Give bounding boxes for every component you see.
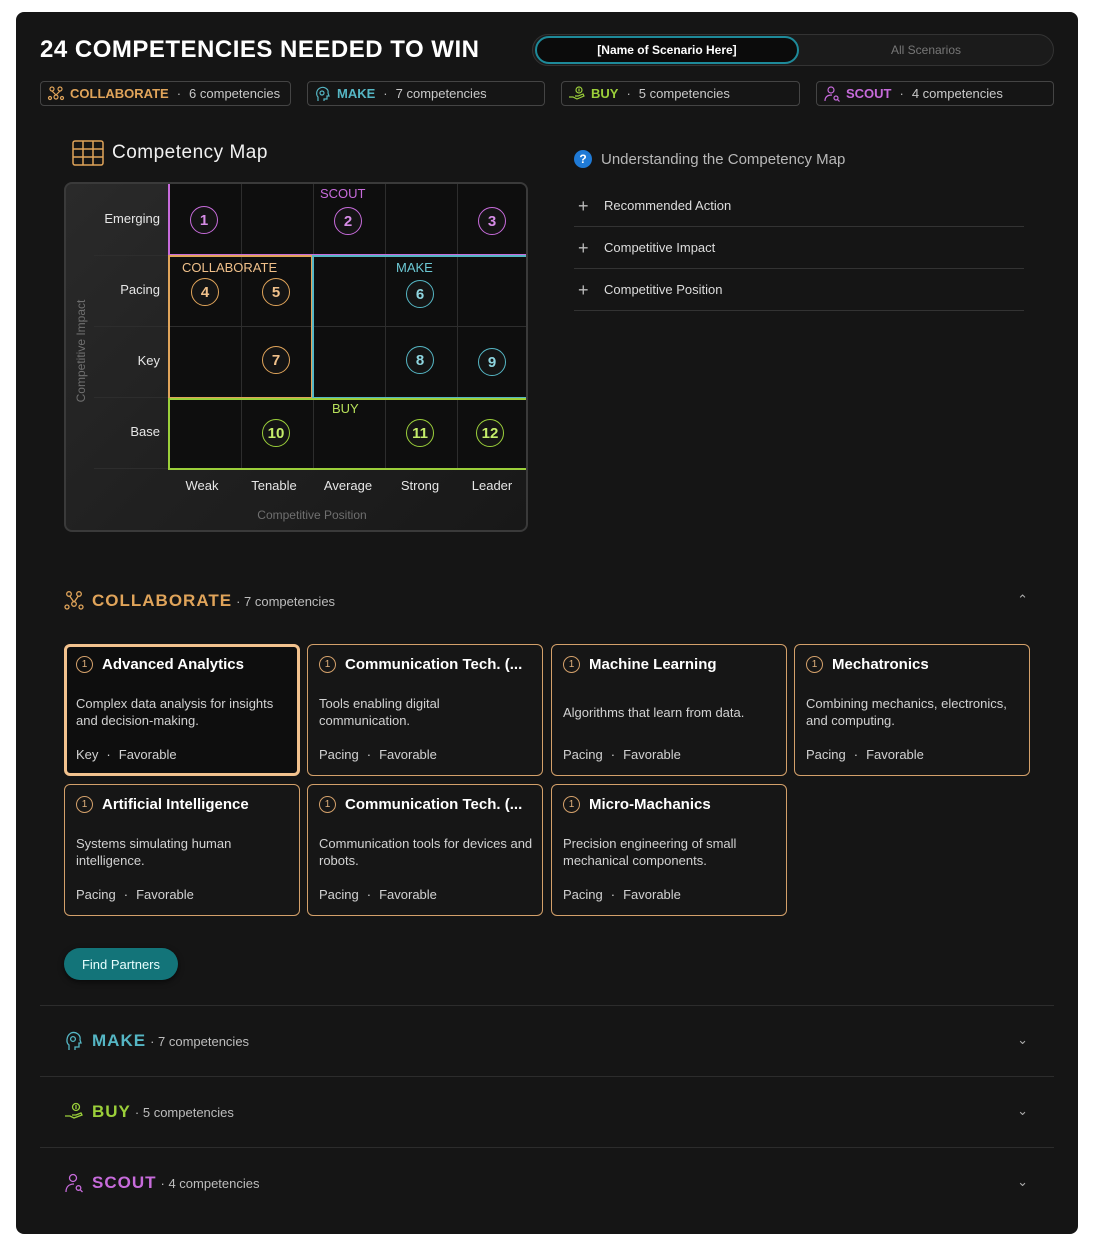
card-badge: 1 — [806, 656, 823, 673]
people-network-icon — [64, 590, 84, 612]
competency-card[interactable] — [307, 644, 543, 776]
card-meta: Pacing · Favorable — [319, 747, 437, 762]
competency-card[interactable] — [307, 784, 543, 916]
card-description: Communication tools for devices and robots. — [319, 836, 533, 868]
col-label-strong: Strong — [400, 478, 440, 493]
card-title: Micro-Machanics — [589, 796, 711, 813]
zone-label-make: MAKE — [396, 260, 433, 275]
card-description: Complex data analysis for insights and decision-making. — [76, 696, 274, 728]
card-meta: Key · Favorable — [76, 747, 177, 762]
row-label-emerging: Emerging — [104, 211, 160, 226]
toggle-all-scenarios[interactable]: All Scenarios — [890, 43, 962, 57]
competency-marker-6[interactable]: 6 — [406, 280, 434, 308]
hand-money-icon — [64, 1101, 84, 1123]
card-meta: Pacing · Favorable — [319, 887, 437, 902]
card-title: Communication Tech. (... — [345, 656, 523, 673]
chip-scout[interactable]: SCOUT · 4 competencies — [816, 81, 1054, 106]
person-search-icon — [823, 85, 841, 103]
x-axis-label: Competitive Position — [257, 508, 367, 522]
competency-card[interactable] — [64, 784, 300, 916]
competency-marker-12[interactable]: 12 — [476, 419, 504, 447]
card-description: Systems simulating human intelligence. — [76, 836, 232, 868]
people-network-icon — [47, 85, 65, 103]
card-title: Machine Learning — [589, 656, 717, 673]
chevron-up-icon[interactable]: ⌃ — [1017, 592, 1028, 607]
competency-card[interactable] — [794, 644, 1030, 776]
toggle-current-scenario[interactable]: [Name of Scenario Here] — [535, 36, 799, 64]
accordion-recommended-action[interactable]: + Recommended Action — [574, 185, 1024, 227]
card-description: Combining mechanics, electronics, and computing. — [806, 696, 1007, 728]
competency-marker-7[interactable]: 7 — [262, 346, 290, 374]
plus-icon: + — [578, 237, 589, 258]
accordion-competitive-position[interactable]: + Competitive Position — [574, 269, 1024, 311]
person-search-icon — [64, 1172, 84, 1194]
zone-collaborate — [168, 255, 313, 399]
chip-collaborate[interactable]: COLLABORATE · 6 competencies — [40, 81, 291, 106]
chevron-down-icon[interactable]: ⌄ — [1017, 1103, 1028, 1118]
competency-map-title: Competency Map — [72, 140, 268, 166]
card-description: Tools enabling digital communication. — [319, 696, 440, 728]
category-chips — [40, 81, 1054, 106]
card-badge: 1 — [76, 656, 93, 673]
competency-marker-8[interactable]: 8 — [406, 346, 434, 374]
competency-marker-5[interactable]: 5 — [262, 278, 290, 306]
competency-card[interactable] — [551, 644, 787, 776]
col-label-tenable: Tenable — [251, 478, 297, 493]
find-partners-button[interactable]: Find Partners — [64, 948, 178, 980]
section-header-collaborate[interactable]: COLLABORATE · 7 competencies — [64, 590, 335, 612]
competency-map — [64, 182, 528, 532]
card-title: Communication Tech. (... — [345, 796, 523, 813]
chevron-down-icon[interactable]: ⌄ — [1017, 1174, 1028, 1189]
zone-label-buy: BUY — [332, 401, 359, 416]
competency-card[interactable] — [64, 644, 300, 776]
row-label-key: Key — [137, 353, 160, 368]
col-label-leader: Leader — [471, 478, 513, 493]
main-panel — [16, 12, 1078, 1234]
plus-icon: + — [578, 279, 589, 300]
zone-make — [312, 255, 528, 399]
section-header-buy[interactable]: BUY · 5 competencies — [64, 1101, 234, 1123]
y-axis-label: Competitive Impact — [74, 299, 88, 403]
competency-card[interactable] — [551, 784, 787, 916]
competency-marker-11[interactable]: 11 — [406, 419, 434, 447]
gear-head-icon — [64, 1030, 84, 1052]
card-meta: Pacing · Favorable — [563, 747, 681, 762]
section-header-scout[interactable]: SCOUT · 4 competencies — [64, 1172, 260, 1194]
competency-marker-2[interactable]: 2 — [334, 207, 362, 235]
card-badge: 1 — [319, 656, 336, 673]
competency-marker-10[interactable]: 10 — [262, 419, 290, 447]
competency-marker-9[interactable]: 9 — [478, 348, 506, 376]
chevron-down-icon[interactable]: ⌄ — [1017, 1032, 1028, 1047]
hand-money-icon — [568, 85, 586, 103]
card-description: Precision engineering of small mechanical components. — [563, 836, 737, 868]
section-header-make[interactable]: MAKE · 7 competencies — [64, 1030, 249, 1052]
card-title: Mechatronics — [832, 656, 929, 673]
card-title: Artificial Intelligence — [102, 796, 249, 813]
zone-label-scout: SCOUT — [320, 186, 366, 201]
understanding-title: ? Understanding the Competency Map — [574, 150, 845, 168]
col-label-average: Average — [323, 478, 373, 493]
card-title: Advanced Analytics — [102, 656, 244, 673]
chip-make[interactable]: MAKE · 7 competencies — [307, 81, 545, 106]
zone-label-collaborate: COLLABORATE — [182, 260, 278, 275]
row-label-pacing: Pacing — [120, 282, 160, 297]
competency-marker-4[interactable]: 4 — [191, 278, 219, 306]
accordion-competitive-impact[interactable]: + Competitive Impact — [574, 227, 1024, 269]
card-meta: Pacing · Favorable — [76, 887, 194, 902]
card-badge: 1 — [563, 656, 580, 673]
gear-head-icon — [314, 85, 332, 103]
card-meta: Pacing · Favorable — [563, 887, 681, 902]
plus-icon: + — [578, 195, 589, 216]
chip-buy[interactable]: BUY · 5 competencies — [561, 81, 800, 106]
card-badge: 1 — [319, 796, 336, 813]
card-description: Algorithms that learn from data. — [563, 704, 745, 720]
grid-icon — [72, 140, 104, 166]
col-label-weak: Weak — [185, 478, 219, 493]
scenario-toggle[interactable] — [532, 34, 1054, 66]
competency-marker-1[interactable]: 1 — [190, 206, 218, 234]
row-label-base: Base — [130, 424, 160, 439]
page-title: 24 COMPETENCIES NEEDED TO WIN — [40, 36, 480, 63]
card-badge: 1 — [76, 796, 93, 813]
card-badge: 1 — [563, 796, 580, 813]
card-meta: Pacing · Favorable — [806, 747, 924, 762]
competency-marker-3[interactable]: 3 — [478, 207, 506, 235]
question-icon: ? — [574, 150, 592, 168]
